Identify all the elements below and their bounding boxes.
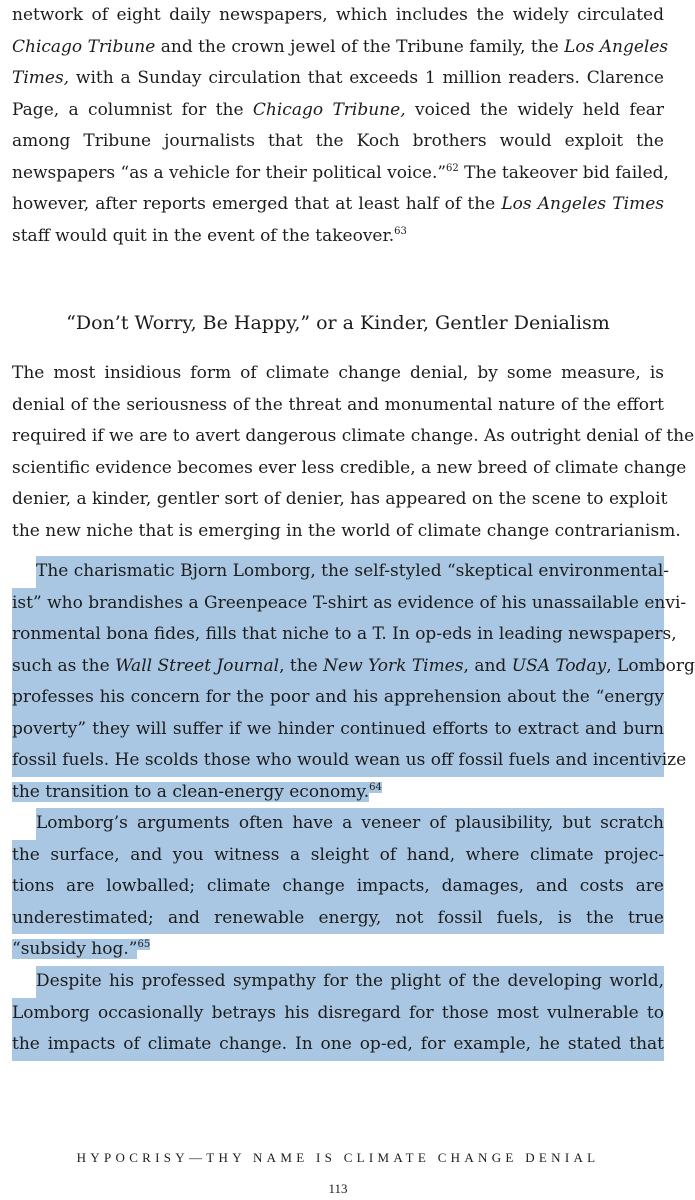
section-heading: “Don’t Worry, Be Happy,” or a Kinder, Gentler Denialism <box>66 312 610 334</box>
text-line: staff would quit in the event of the takeover.$^{63}$ <box>12 225 407 246</box>
highlighted-line[interactable]: The charismatic Bjorn Lomborg, the self-styled “skeptical environmental- <box>36 556 664 588</box>
highlighted-line[interactable]: such as the Wall Street Journal, the New York Times, and USA Today, Lomborg <box>12 651 664 683</box>
highlighted-line[interactable]: Lomborg occasionally betrays his disregard for those most vulnerable to <box>12 998 664 1030</box>
highlighted-line[interactable]: poverty” they will suffer if we hinder continued efforts to extract and burn <box>12 714 664 746</box>
running-footer-title: HYPOCRISY—THY NAME IS CLIMATE CHANGE DENIAL <box>76 1150 600 1165</box>
text-line: among Tribune journalists that the Koch brothers would exploit the <box>12 131 664 151</box>
highlighted-line[interactable]: “subsidy hog.”$^{65}$ <box>12 939 151 959</box>
paragraph-lomborg-highlighted[interactable] <box>12 556 695 808</box>
text-line: newspapers “as a vehicle for their political voice.”$^{62}$ The takeover bid failed, <box>12 162 669 183</box>
text-line: Chicago Tribune and the crown jewel of the Tribune family, the Los Angeles <box>12 36 669 57</box>
text-line: denial of the seriousness of the threat and monumental nature of the effort <box>12 394 664 415</box>
text-line: required if we are to avert dangerous climate change. As outright denial of the <box>12 426 695 446</box>
text-line: Page, a columnist for the Chicago Tribune, voiced the widely held fear <box>12 99 665 120</box>
highlighted-line[interactable]: Despite his professed sympathy for the plight of the developing world, <box>36 966 664 998</box>
text-line: scientific evidence becomes ever less credible, a new breed of climate change <box>12 457 687 478</box>
highlighted-line[interactable]: ist” who brandishes a Greenpeace T-shirt as evidence of his unassailable envi- <box>12 588 664 620</box>
highlighted-line[interactable]: professes his concern for the poor and his apprehension about the “energy <box>12 682 664 714</box>
highlighted-line[interactable]: fossil fuels. He scolds those who would wean us off fossil fuels and incentivize <box>12 745 664 777</box>
highlighted-line[interactable]: the surface, and you witness a sleight of hand, where climate projec- <box>12 840 664 872</box>
paragraph-sympathy-highlighted[interactable] <box>12 966 664 1061</box>
text-line: The most insidious form of climate change denial, by some measure, is <box>12 363 664 383</box>
text-line: the new niche that is emerging in the world of climate change contrarianism. <box>12 520 681 541</box>
highlighted-line[interactable]: the impacts of climate change. In one op-ed, for example, he stated that <box>12 1029 664 1061</box>
highlighted-line[interactable]: Lomborg’s arguments often have a veneer of plausibility, but scratch <box>36 808 664 840</box>
footnote-ref: 62 <box>446 162 459 174</box>
page-number: 113 <box>328 1181 348 1196</box>
footnote-ref: 64 <box>369 781 382 793</box>
footnote-ref: 65 <box>137 939 151 950</box>
text-line: network of eight daily newspapers, which includes the widely circulated <box>12 5 664 25</box>
highlighted-line[interactable]: tions are lowballed; climate change impacts, damages, and costs are <box>12 871 664 903</box>
paragraph-insidious-denial <box>12 358 695 547</box>
text-line: denier, a kinder, gentler sort of denier, has appeared on the scene to exploit <box>12 489 668 509</box>
highlighted-line[interactable]: underestimated; and renewable energy, not fossil fuels, is the true <box>12 903 664 935</box>
text-line: Times, with a Sunday circulation that exceeds 1 million readers. Clarence <box>12 68 664 88</box>
footnote-ref: 63 <box>394 225 407 237</box>
paragraph-arguments-highlighted[interactable] <box>12 808 664 966</box>
highlighted-line[interactable]: the transition to a clean-energy economy.$^{64}$ <box>12 781 382 802</box>
paragraph-tribune-takeover <box>12 0 669 252</box>
text-line: however, after reports emerged that at least half of the Los Angeles Times <box>12 194 664 214</box>
highlighted-line[interactable]: ronmental bona fides, fills that niche to a T. In op-eds in leading newspapers, <box>12 619 664 651</box>
